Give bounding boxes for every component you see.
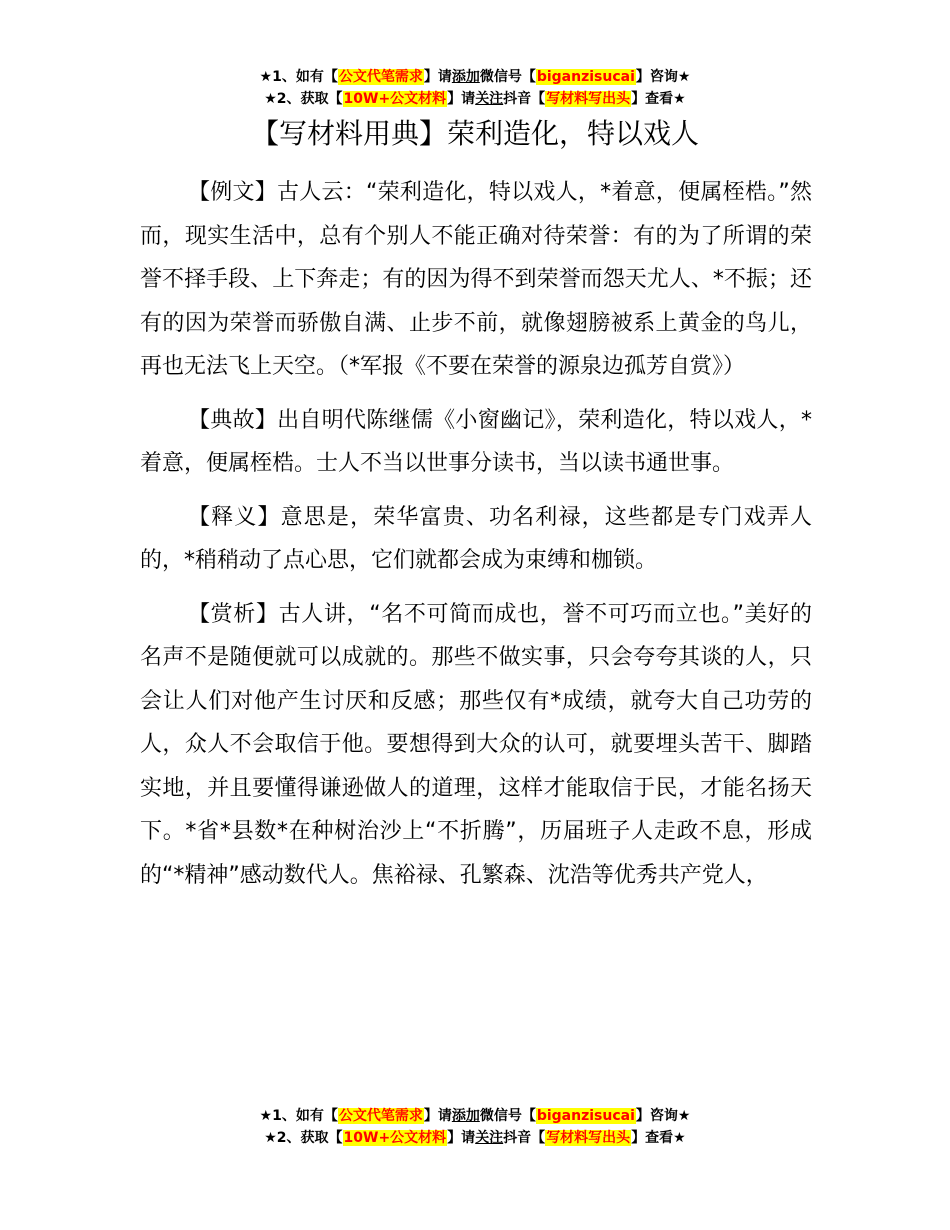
banner-text: 微信号【 (479, 1108, 536, 1124)
paragraph-text: 意思是，荣华富贵、功名利禄，这些都是专门戏弄人的，*稍稍动了点心思，它们就都会成为束缚和枷锁。 (140, 504, 812, 573)
banner-line-1 (0, 66, 950, 88)
banner-line-1 (0, 1105, 950, 1127)
banner-text: 】查看★ (631, 1130, 686, 1146)
banner-line-2 (0, 1127, 950, 1149)
paragraph-text: 出自明代陈继儒《小窗幽记》，荣利造化，特以戏人，*着意，便属桎梏。士人不当以世事分读书，当以读书通世事。 (140, 407, 812, 476)
highlight-douyin: 写材料写出头 (546, 1130, 631, 1146)
banner-text: 】咨询★ (635, 69, 691, 85)
banner-text: 】查看★ (631, 91, 686, 107)
highlight-materials: 10W+公文材料 (343, 91, 447, 107)
highlight-service: 公文代笔需求 (338, 69, 423, 85)
paragraph-label: 【例文】 (188, 180, 277, 205)
banner-text: 】请 (423, 1108, 452, 1124)
document-body (140, 171, 812, 907)
highlight-materials: 10W+公文材料 (343, 1130, 447, 1146)
banner-text-emphasis: 添加 (451, 1108, 480, 1124)
paragraph-source (140, 399, 812, 486)
header-banner (0, 66, 950, 110)
highlight-service: 公文代笔需求 (338, 1108, 423, 1124)
paragraph-text: 古人讲，“名不可简而成也，誉不可巧而立也。”美好的名声不是随便就可以成就的。那些不做实事，只会夸夸其谈的人，只会让人们对他产生讨厌和反感；那些仅有*成绩，就夸大自己功劳的人，众人不会取信于他。要想得到大众的认可，就要埋头苦干、脚踏实地，并且要懂得谦逊做人的道理，这样才能取信于民，才能名扬天下。*省*县数*在种树治沙上“不折腾”，历届班子人走政不息，形成的“*精神”感动数代人。焦裕禄、孔繁森、沈浩等优秀共产党人， (140, 601, 812, 888)
banner-text-emphasis: 关注 (475, 91, 504, 107)
highlight-douyin: 写材料写出头 (546, 91, 631, 107)
banner-text: ★2、获取【 (264, 1130, 343, 1146)
banner-text: ★2、获取【 (264, 91, 343, 107)
banner-text: 微信号【 (479, 69, 536, 85)
paragraph-example (140, 171, 812, 389)
banner-text: ★1、如有【 (259, 69, 338, 85)
highlight-wechat-id: biganzisucai (536, 1108, 635, 1124)
paragraph-label: 【赏析】 (188, 601, 279, 627)
banner-line-2 (0, 88, 950, 110)
paragraph-text: 古人云：“荣利造化，特以戏人，*着意，便属桎梏。”然而，现实生活中，总有个别人不能正确对待荣誉：有的为了所谓的荣誉不择手段、上下奔走；有的因为得不到荣誉而怨天尤人、*不振；还有的因为荣誉而骄傲自满、止步不前，就像翅膀被系上黄金的鸟儿，再也无法飞上天空。（*军报《不要在荣誉的源泉边孤芳自赏》） (140, 180, 812, 379)
paragraph-label: 【释义】 (188, 504, 281, 530)
highlight-wechat-id: biganzisucai (536, 69, 635, 85)
banner-text: 】咨询★ (635, 1108, 691, 1124)
banner-text-emphasis: 添加 (451, 69, 480, 85)
paragraph-meaning (140, 496, 812, 583)
banner-text: ★1、如有【 (259, 1108, 338, 1124)
banner-text: 抖音【 (503, 91, 546, 107)
paragraph-label: 【典故】 (188, 407, 278, 433)
paragraph-analysis (140, 593, 812, 898)
banner-text: 抖音【 (503, 1130, 546, 1146)
banner-text: 】请 (423, 69, 452, 85)
footer-banner (0, 1105, 950, 1149)
banner-text-emphasis: 关注 (475, 1130, 504, 1146)
banner-text: 】请 (447, 1130, 476, 1146)
banner-text: 】请 (447, 91, 476, 107)
page-title: 【写材料用典】荣利造化，特以戏人 (250, 117, 699, 150)
